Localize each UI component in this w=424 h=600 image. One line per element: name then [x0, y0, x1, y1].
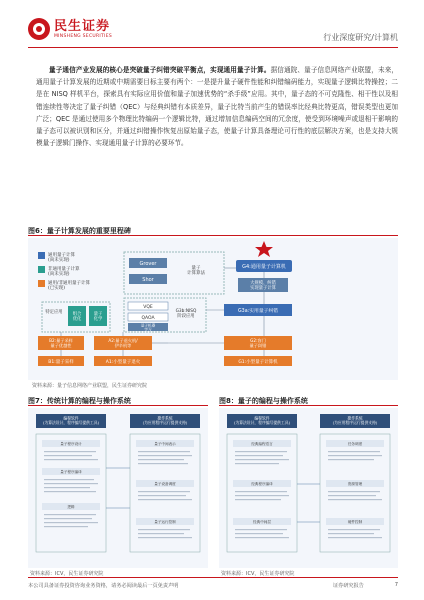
node-a1-label: A1:小型量子退火 [105, 360, 141, 365]
minsheng-logo [28, 18, 112, 40]
fig7-text-lines [44, 451, 192, 538]
legend-2: 非通用量子计算(尚未实现) [48, 267, 80, 277]
fig7-box-2-label: 量子程序编译 [60, 470, 82, 474]
logo-icon [28, 18, 50, 40]
node-grover-label: Grover [139, 261, 157, 267]
node-g1-label: G1:小型量子计算机 [238, 360, 278, 365]
node-chem-label: 量子化学 [93, 312, 103, 322]
figure7-title: 图7：传统计算的编程与操作系统 [28, 397, 131, 405]
fig7-box-5-label: 量子设备调度 [154, 482, 176, 486]
fig8-box-5-label: 资源管理 [347, 482, 363, 486]
footer-disclaimer: 本公司具备证券投资咨询业务资格，请务必阅读最后一页免责声明 [28, 583, 179, 589]
fig7-col2-text: 操作系统(为应用程序运行提供支持) [142, 415, 188, 425]
figure8-svg [219, 408, 398, 568]
node-b2-label: B2:量子采样量子优越性 [49, 338, 73, 348]
node-combo-label: 组合优化 [72, 312, 82, 322]
fig7-col1-text: 编程软件(为算法设计，程序编写提供工具) [42, 415, 100, 425]
legend-swatch-orange [38, 280, 45, 287]
special-label: 特定应用 [45, 310, 63, 315]
fig8-box-4-label: 任务调度 [347, 442, 363, 446]
legend-1: 通用量子计算(尚未实现) [48, 253, 75, 263]
body-lead: 量子通信产业发展的核心是突破量子纠错突破平衡点，实现通用量子计算。 [49, 66, 271, 74]
legend-3: 通用/非通用量子计算(已实现) [48, 281, 91, 291]
node-g3a-label: G3a:实用量子纠错 [237, 309, 279, 314]
node-g2-label: G2:容门量子纠错 [249, 338, 267, 348]
node-qaoa-label: QAOA [141, 316, 155, 321]
fig8-arrows [297, 484, 320, 522]
legend-swatch-teal [38, 266, 45, 273]
figure8-source: 资料来源：ICV，民生证券研究院 [221, 571, 295, 577]
footer-divider [28, 577, 398, 578]
legend-swatch-blue [38, 252, 45, 259]
algo-label: 量子计算算法 [187, 266, 205, 276]
fig8-box-6-label: 硬件控制 [347, 520, 363, 524]
fig8-box-2-label: 经典程序编译 [251, 482, 273, 486]
node-b1-label: B1:量子采样 [48, 360, 74, 365]
fig7-box-6-label: 量子运行控制 [154, 520, 176, 524]
node-a2-label: A2:量子退火机/伊辛机等 [108, 338, 138, 348]
node-vqe-label: VQE [143, 305, 153, 310]
node-qml-label: 量子机器学习 [140, 323, 156, 332]
footer-report: 证券研究报告 [332, 583, 364, 589]
legend [38, 251, 91, 291]
fig8-col1-text: 编程软件(为算法设计，程序编写提供工具) [233, 415, 291, 425]
fig8-box-3-label: 经典中间层 [253, 520, 271, 524]
figure8-title: 图8：量子的编程与操作系统 [219, 397, 308, 405]
milestone-diagram [28, 238, 398, 380]
figure7-svg [28, 408, 208, 568]
fig8-box-1-label: 经典编程语言 [251, 442, 273, 446]
fig7-box-4-label: 量子中间表示 [154, 442, 176, 446]
body-text: 据信通院、量子信息网络产业联盟，未来，通用量子计算发展的近期或中期需要目标主要有两个：一是提升量子硬件性能和纠错编码能力，实现量子逻辑比特操控；二是在 NISQ 样机平台，探索具有实际应用价值和量子加速优势的“杀手级”应用。其中，量子态的不可克隆性、相干性以及相错连续性等决定了量子纠错（QEC）与经典纠错有本质差异，量子比特当前产生的错误率比经典比特更高，错误类型也更加广泛；QEC 是通过使用多个物理比特编码一个逻辑比特，通过增加信息编码空间的冗余度，使受到环境噪声或退相干影响的量子态可以被识别和区分，并通过纠错操作恢复出原始量子态，使量子计算具备理论可行性的底层解决方案，也是支持大规模量子逻辑门操作、实现通用量子计算的必要环节。 [36, 66, 399, 148]
node-shor-label: Shor [142, 277, 154, 283]
figure6-diagram [28, 238, 398, 380]
figure8-divider [219, 405, 398, 406]
figure7-source: 资料来源：ICV，民生证券研究院 [30, 571, 104, 577]
figure8-diagram [219, 408, 398, 568]
figure6-source: 资料来源：量子信息网络产业联盟，民生证券研究院 [32, 383, 148, 389]
fig7-box-3-label: 逻辑 [67, 505, 75, 509]
figure6-divider [28, 235, 398, 236]
fig8-text-lines [235, 451, 382, 538]
page-header [0, 0, 424, 54]
fig8-col2-text: 操作系统(为应用程序运行提供支持) [332, 415, 378, 425]
figure7-diagram [28, 408, 208, 568]
fig7-box-1-label: 量子程序设计 [60, 442, 82, 446]
node-large-scale-label: 大规模、纠错实现量子计算 [250, 281, 276, 291]
page-number: 7 [394, 582, 398, 588]
g3b-label: G3b:NISQ 阶段应用 [175, 309, 197, 319]
node-g4-label: G4:通用量子计算机 [242, 264, 286, 270]
logo-en: MINSHENG SECURITIES [54, 33, 113, 39]
body-paragraph [36, 64, 398, 149]
star-icon [255, 241, 273, 257]
header-divider [28, 47, 398, 48]
logo-cn: 民生证券 [54, 18, 111, 34]
figure6-title: 图6：量子计算发展的重要里程碑 [28, 227, 131, 235]
fig7-arrows [106, 468, 130, 508]
report-type: 行业深度研究/计算机 [323, 33, 398, 42]
figure7-divider [28, 405, 208, 406]
